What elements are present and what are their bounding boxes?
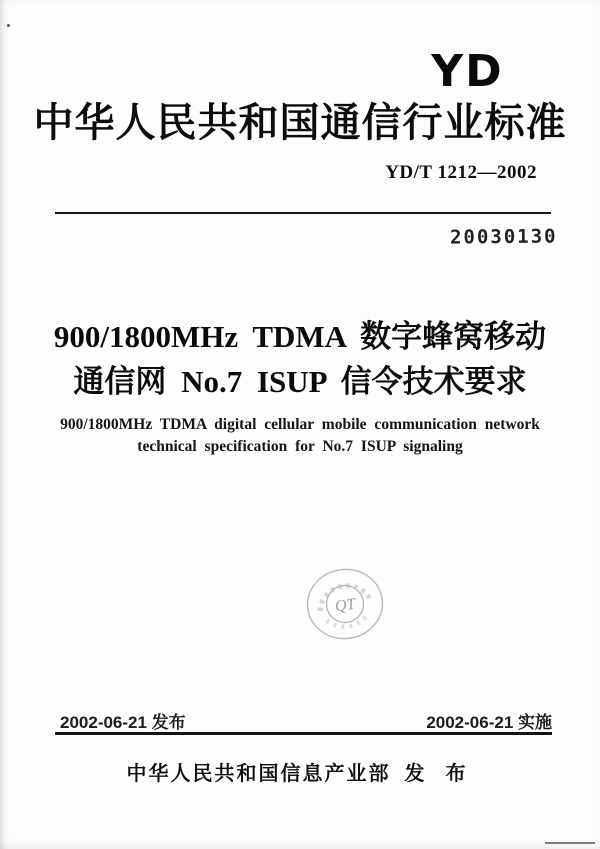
standard-number: YD/T 1212—2002 [385,162,537,183]
publisher-name: 中华人民共和国信息产业部 [126,763,391,785]
header-title: 中华人民共和国通信行业标准 [33,101,567,145]
top-divider-rule [55,212,551,214]
publish-label: 发 布 [404,763,474,785]
seal-stamp-icon [303,566,387,646]
subtitle-en-line2: technical specification for No.7 ISUP signaling [137,438,463,455]
subtitle-en [0,414,600,458]
yd-logo: YD [431,46,504,97]
publisher-row [0,757,600,786]
main-title-cn-line1: 900/1800MHz TDMA 数字蜂窝移动 [53,319,547,354]
dates-row [60,708,552,733]
seal-center-text: QT [333,595,357,616]
main-title-cn [0,314,600,404]
subtitle-en-line1: 900/1800MHz TDMA digital cellular mobile communication network [60,416,540,433]
scan-artifact-line [545,842,595,844]
scan-artifact-dot [7,24,10,27]
main-title-cn-line2: 通信网 No.7 ISUP 信令技术要求 [73,364,527,399]
date-stamp-number: 20030130 [449,225,558,249]
implement-date: 2002-06-21 实施 [426,713,552,732]
bottom-divider-rule [55,732,552,735]
issue-date: 2002-06-21 发布 [60,713,186,732]
